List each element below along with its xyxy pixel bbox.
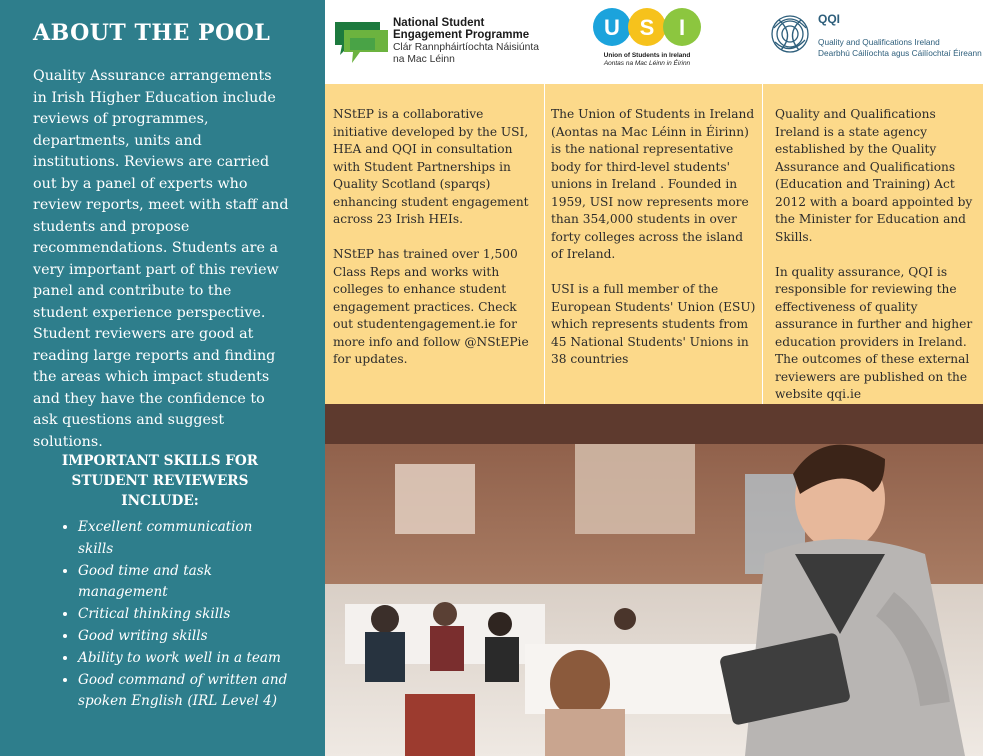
usi-paragraph: USI is a full member of the European Students' Union (ESU) which represents students from 45 National Students' Unions in 38 countries <box>551 282 756 366</box>
partner-logos-bar <box>325 0 983 84</box>
usi-circles-mark <box>587 0 707 52</box>
usi-caption <box>587 52 707 68</box>
qqi-description <box>775 84 980 404</box>
partner-info-panel <box>325 84 983 404</box>
usi-letter-u: U <box>604 15 620 40</box>
about-sidebar <box>0 0 325 756</box>
nstep-subtitle: Clár Rannpháirtíochta Náisiúnta na Mac Léinn <box>393 42 539 65</box>
skills-heading: IMPORTANT SKILLS FOR STUDENT REVIEWERS INCLUDE: <box>61 453 259 509</box>
sidebar-title: ABOUT THE POOL <box>33 20 271 46</box>
qqi-swirl-icon <box>765 0 815 84</box>
nstep-speech-bubbles-icon <box>330 0 390 84</box>
skills-list <box>60 517 288 713</box>
nstep-paragraph: NStEP has trained over 1,500 Class Reps and works with colleges to enhance student engagement practices. Check out studentengagement.ie for more info and follow @NStEPie for updates. <box>333 247 529 366</box>
qqi-logo <box>765 0 983 84</box>
skill-item: • Ability to work well in a team <box>78 648 288 670</box>
student-reviewers-photo <box>325 404 983 756</box>
nstep-logo <box>330 0 540 84</box>
skill-item: • Critical thinking skills <box>78 604 288 626</box>
qqi-names <box>818 37 983 58</box>
usi-logo <box>587 0 707 84</box>
nstep-paragraph: NStEP is a collaborative initiative developed by the USI, HEA and QQI in consultation with Student Partnerships in Quality Scotland (sparqs) enhancing student engagement across 23 Irish HEIs. <box>333 107 529 226</box>
usi-letter-i: I <box>678 15 686 40</box>
sidebar-intro: Quality Assurance arrangements in Irish Higher Education include reviews of programmes, departments, units and institutions. Reviews are carried out by a panel of experts who review reports, meet with staff and students and propose recommendations. Students are a very important part of this review panel and contribute to the student experience perspective. Student reviewers are good at reading large reports and finding the areas which impact students and they have the confidence to ask questions and suggest solutions. <box>33 68 289 450</box>
column-divider <box>762 84 763 404</box>
qqi-paragraph: Quality and Qualifications Ireland is a state agency established by the Quality Assurance and Qualifications (Education and Training) Act 2012 with a board appointed by the Minister for Education and Skills. <box>775 107 973 244</box>
skill-item: • Excellent communication skills <box>78 517 288 561</box>
photo-illustration <box>325 404 983 756</box>
qqi-name-ga: Dearbhú Cáilíochta agus Cáilíochtaí Éireann <box>818 47 982 58</box>
nstep-title: National Student Engagement Programme <box>393 17 530 41</box>
nstep-description <box>333 84 540 404</box>
usi-description <box>551 84 756 404</box>
usi-paragraph: The Union of Students in Ireland (Aontas na Mac Léinn in Éirinn) is the national representative body for third-level students' unions in Ireland . Founded in 1959, USI now represents more than 354,000 students in over forty colleges across the island of Ireland. <box>551 107 755 261</box>
usi-irish-name: Aontas na Mac Léinn in Éirinn <box>603 60 691 67</box>
usi-letter-s: S <box>639 15 655 40</box>
skill-item: • Good writing skills <box>78 626 288 648</box>
qqi-name-en: Quality and Qualifications Ireland <box>818 37 940 47</box>
skill-item: • Good command of written and spoken English (IRL Level 4) <box>78 670 288 714</box>
column-divider <box>544 84 545 404</box>
usi-name: Union of Students in Ireland <box>603 52 691 59</box>
qqi-paragraph: In quality assurance, QQI is responsible for reviewing the effectiveness of quality assurance in further and higher education providers in Ireland. The outcomes of these external reviewers are published on the website qqi.ie <box>775 264 973 401</box>
skill-item: • Good time and task management <box>78 561 288 605</box>
qqi-mark: QQI <box>818 12 841 26</box>
